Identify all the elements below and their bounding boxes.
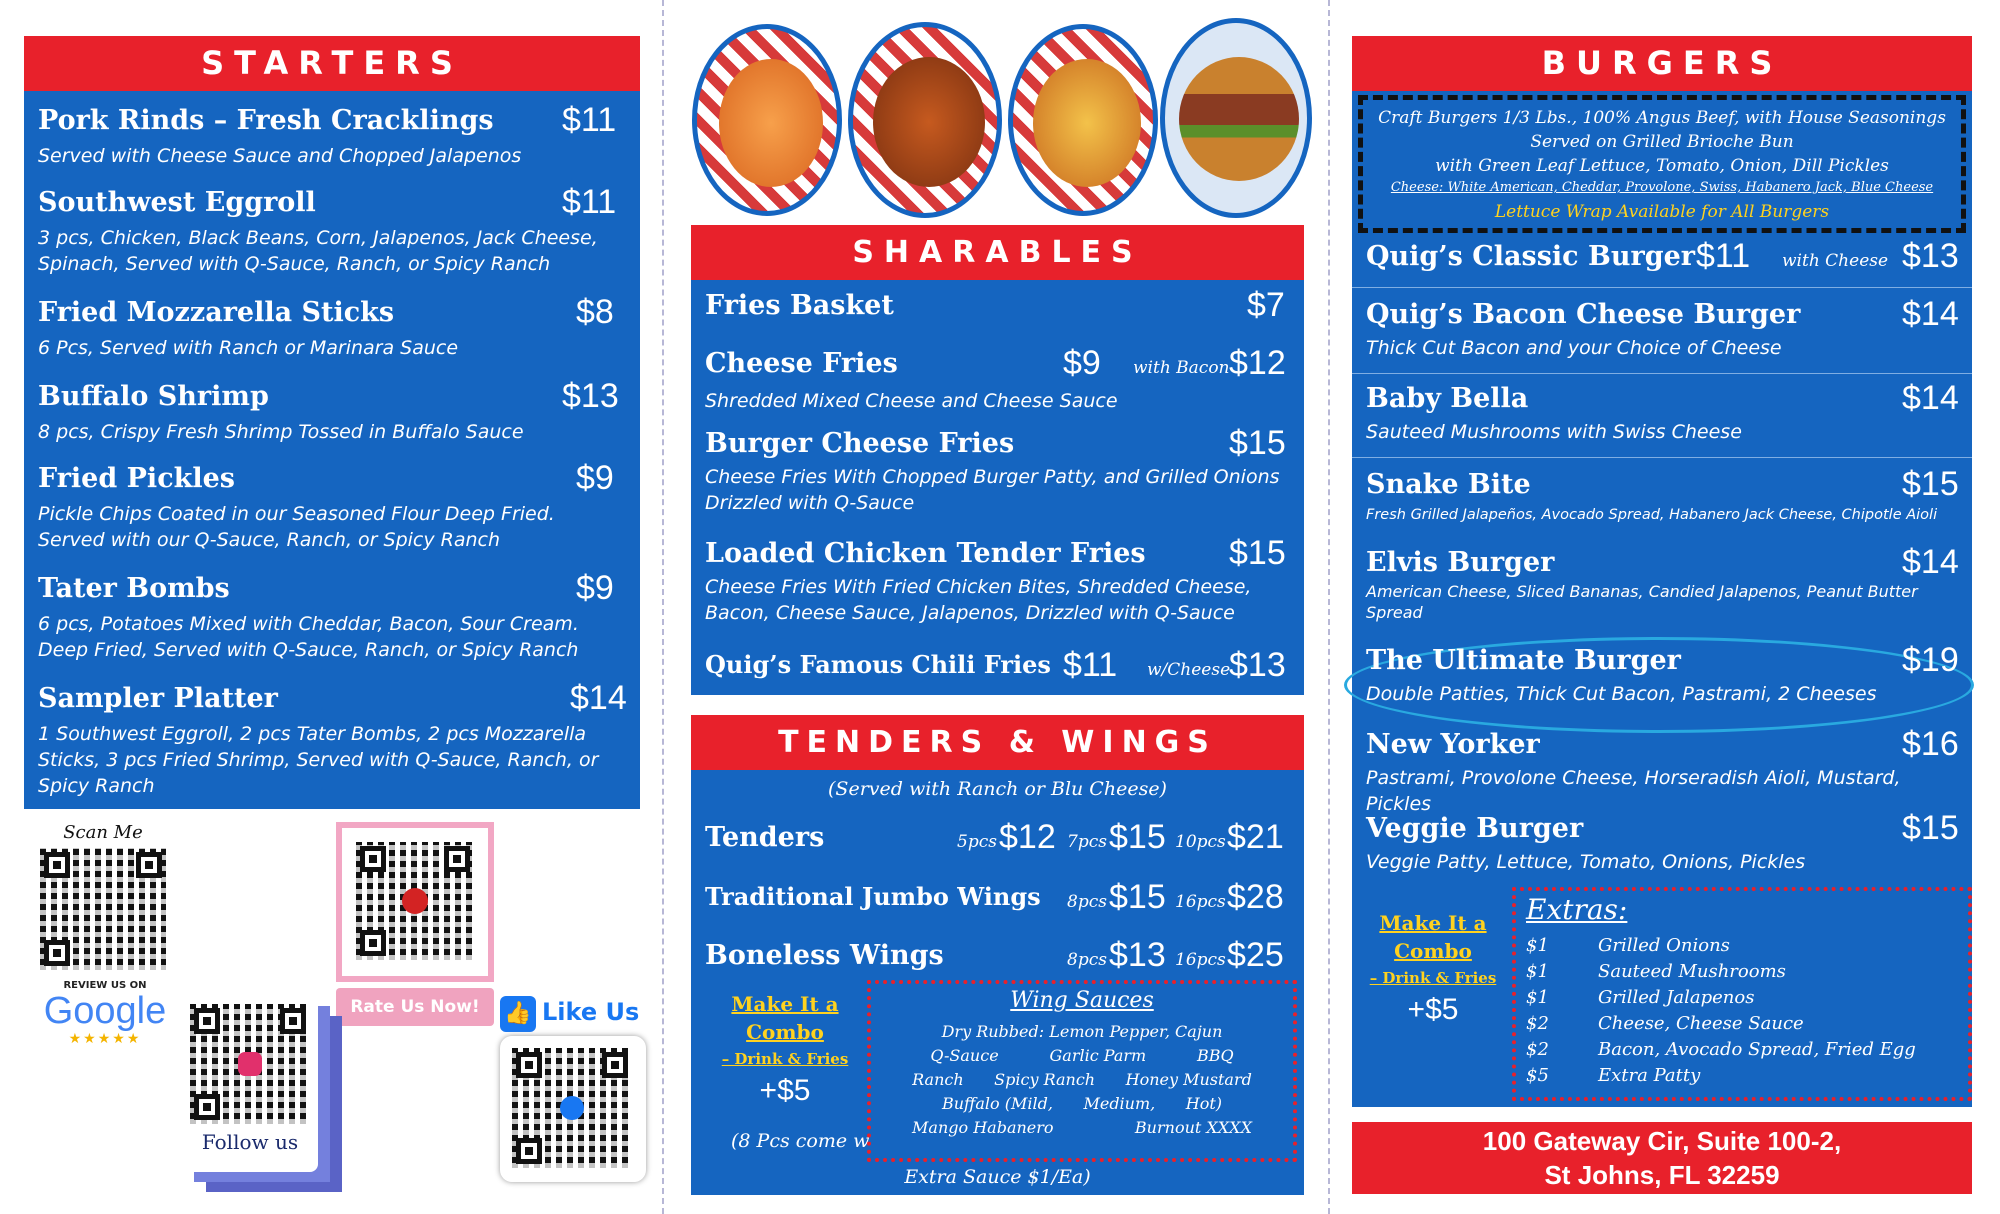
- burger-item: [1366, 295, 1959, 365]
- instagram-qr-block[interactable]: [182, 996, 342, 1192]
- combo-price: +$5: [1407, 993, 1459, 1026]
- item-price: $19: [1902, 641, 1959, 679]
- extra-label: Sauteed Mushrooms: [1598, 961, 1786, 982]
- extra-sauce-note: Extra Sauce $1/Ea): [904, 1166, 1091, 1188]
- item-name: Quig’s Famous Chili Fries: [705, 650, 1051, 679]
- tenders-combo: [705, 992, 865, 1112]
- item-name: Veggie Burger: [1366, 813, 1584, 844]
- scan-me-qr-block[interactable]: [32, 822, 174, 972]
- item-price: $11: [562, 183, 617, 221]
- tenders-row: [705, 818, 1290, 866]
- extra-row: [1526, 961, 1786, 982]
- extra-price: $1: [1526, 987, 1549, 1008]
- row-divider: [1352, 457, 1972, 458]
- item-name: Fried Mozzarella Sticks: [38, 297, 395, 328]
- item-price: $14: [1902, 295, 1959, 333]
- google-logo: Google: [43, 990, 167, 1032]
- alt-price: $13: [1229, 646, 1286, 684]
- item-price: $11: [1696, 237, 1751, 275]
- option-label: 7pcs: [1067, 832, 1107, 852]
- option-price: $13: [1109, 936, 1166, 974]
- sharable-item: [705, 424, 1290, 520]
- item-price: $8: [576, 293, 614, 331]
- combo-line: Combo: [1394, 939, 1472, 963]
- yelp-qr-block[interactable]: [336, 822, 494, 982]
- option-price: $25: [1227, 936, 1284, 974]
- item-name: Loaded Chicken Tender Fries: [705, 538, 1146, 569]
- item-name: Cheese Fries: [705, 348, 898, 379]
- item-name: New Yorker: [1366, 729, 1540, 760]
- food-photo-burger: [1160, 18, 1312, 218]
- combo-line: Make It a: [1379, 911, 1487, 935]
- qr-code-icon: [356, 842, 474, 960]
- like-us-label: Like Us: [542, 998, 640, 1026]
- item-price: $9: [576, 569, 614, 607]
- item-description: Thick Cut Bacon and your Choice of Cheese: [1366, 337, 1782, 359]
- item-name: Buffalo Shrimp: [38, 381, 269, 412]
- combo-line: – Drink & Fries: [1369, 969, 1497, 987]
- item-description: Cheese Fries With Chopped Burger Patty, and Grilled Onions Drizzled with Q-Sauce: [705, 466, 1280, 514]
- address-banner: [1352, 1122, 1972, 1194]
- starters-panel: [24, 91, 640, 809]
- extra-row: [1526, 1039, 1916, 1060]
- item-name: Burger Cheese Fries: [705, 428, 1015, 459]
- option-price: $28: [1227, 878, 1284, 916]
- sharables-banner: [691, 225, 1304, 280]
- starter-item: [38, 293, 618, 363]
- item-price: $7: [1247, 286, 1285, 324]
- burgers-title: BURGERS: [1541, 44, 1783, 82]
- item-name: Quig’s Bacon Cheese Burger: [1366, 299, 1801, 330]
- extra-row: [1526, 987, 1754, 1008]
- address-line: 100 Gateway Cir, Suite 100-2,: [1482, 1126, 1842, 1156]
- alt-price: $13: [1902, 237, 1959, 275]
- extra-label: Grilled Onions: [1598, 935, 1730, 956]
- review-us-label: REVIEW US ON: [63, 980, 147, 991]
- burgers-banner: [1352, 36, 1972, 91]
- item-name: Fries Basket: [705, 290, 894, 321]
- burger-intro-box: [1358, 95, 1966, 233]
- item-name: Boneless Wings: [705, 940, 944, 971]
- item-description: American Cheese, Sliced Bananas, Candied Jalapenos, Peanut Butter Spread: [1366, 582, 1918, 622]
- item-description: 6 Pcs, Served with Ranch or Marinara Sauce: [38, 337, 459, 359]
- lettuce-wrap-note: Lettuce Wrap Available for All Burgers: [1494, 202, 1830, 222]
- intro-line: Cheese: White American, Cheddar, Provolone, Swiss, Habanero Jack, Blue Cheese: [1390, 180, 1934, 195]
- option-label: 16pcs: [1175, 950, 1226, 970]
- option-label: 8pcs: [1067, 950, 1107, 970]
- tenders-row: [705, 936, 1290, 984]
- item-description: Double Patties, Thick Cut Bacon, Pastrami, 2 Cheeses: [1366, 683, 1877, 705]
- burger-item: [1366, 465, 1959, 529]
- intro-line: Craft Burgers 1/3 Lbs., 100% Angus Beef, with House Seasonings: [1378, 108, 1946, 128]
- starter-item: [38, 569, 618, 665]
- extra-price: $2: [1526, 1039, 1549, 1060]
- item-price: $14: [1902, 379, 1959, 417]
- rate-us-label: Rate Us Now!: [350, 997, 480, 1017]
- facebook-qr-block[interactable]: [496, 990, 648, 1186]
- extra-label: Extra Patty: [1598, 1065, 1701, 1086]
- option-label: 10pcs: [1175, 832, 1226, 852]
- food-photo-wings: [848, 22, 1002, 218]
- qr-code-icon: [40, 848, 166, 970]
- item-price: $11: [562, 101, 617, 139]
- extra-label: Cheese, Cheese Sauce: [1598, 1013, 1804, 1034]
- item-description: 1 Southwest Eggroll, 2 pcs Tater Bombs, 2 pcs Mozzarella Sticks, 3 pcs Fried Shrimp, Served with Q-Sauce, Ranch, or Spicy Ranch: [38, 723, 599, 797]
- wing-sauces-box: [867, 980, 1297, 1162]
- item-price: $15: [1229, 534, 1286, 572]
- address-line: St Johns, FL 32259: [1544, 1160, 1780, 1190]
- option-label: 8pcs: [1067, 892, 1107, 912]
- burger-item: [1366, 641, 1959, 711]
- tenders-row: [705, 878, 1290, 926]
- extra-row: [1526, 1065, 1700, 1086]
- intro-line: with Green Leaf Lettuce, Tomato, Onion, Dill Pickles: [1435, 156, 1889, 176]
- item-name: Fried Pickles: [38, 463, 235, 494]
- item-price: $15: [1902, 809, 1959, 847]
- rating-stars-icon: ★★★★★: [68, 1031, 142, 1047]
- item-name: Traditional Jumbo Wings: [705, 882, 1041, 911]
- item-name: The Ultimate Burger: [1366, 645, 1681, 676]
- item-price: $9: [1063, 344, 1101, 382]
- item-name: Quig’s Classic Burger: [1366, 241, 1695, 272]
- extras-title: Extras:: [1526, 893, 1628, 926]
- extra-row: [1526, 1013, 1804, 1034]
- item-description: Veggie Patty, Lettuce, Tomato, Onions, Pickles: [1366, 851, 1806, 873]
- item-name: Pork Rinds – Fresh Cracklings: [38, 105, 494, 136]
- item-description: Pickle Chips Coated in our Seasoned Flour Deep Fried. Served with our Q-Sauce, Ranch, or Spicy Ranch: [38, 503, 555, 551]
- item-price: $15: [1229, 424, 1286, 462]
- extras-box: [1512, 887, 1972, 1101]
- item-description: Sauteed Mushrooms with Swiss Cheese: [1366, 421, 1742, 443]
- rate-us-button[interactable]: [336, 988, 494, 1026]
- row-divider: [1352, 373, 1972, 374]
- wing-sauce-line: Mango Habanero Burnout XXXX: [912, 1118, 1252, 1137]
- combo-line: Combo: [746, 1020, 824, 1044]
- item-name: Sampler Platter: [38, 683, 278, 714]
- extra-row: [1526, 935, 1730, 956]
- item-description: Shredded Mixed Cheese and Cheese Sauce: [705, 390, 1118, 412]
- wing-sauces-title: Wing Sauces: [1010, 988, 1154, 1013]
- item-name: Southwest Eggroll: [38, 187, 316, 218]
- item-price: $14: [570, 679, 627, 717]
- item-description: Served with Cheese Sauce and Chopped Jalapenos: [38, 145, 522, 167]
- extra-price: $1: [1526, 935, 1549, 956]
- extra-price: $1: [1526, 961, 1549, 982]
- column-divider-right: [1328, 0, 1330, 1214]
- alt-price-label: with Bacon: [1133, 358, 1230, 378]
- item-price: $13: [562, 377, 619, 415]
- extra-price: $2: [1526, 1013, 1549, 1034]
- burger-item: [1366, 809, 1959, 879]
- item-description: 8 pcs, Crispy Fresh Shrimp Tossed in Buffalo Sauce: [38, 421, 524, 443]
- sharables-panel: [691, 280, 1304, 695]
- burger-combo: [1358, 911, 1508, 1031]
- starter-item: [38, 377, 619, 447]
- food-photo-shrimp: [692, 24, 842, 216]
- starter-item: [38, 459, 618, 555]
- option-price: $15: [1109, 818, 1166, 856]
- item-price: $15: [1902, 465, 1959, 503]
- instagram-card: [182, 996, 318, 1172]
- alt-price-label: w/Cheese: [1147, 660, 1231, 680]
- item-name: Snake Bite: [1366, 469, 1531, 500]
- item-description: 6 pcs, Potatoes Mixed with Cheddar, Bacon, Sour Cream. Deep Fried, Served with Q-Sauce, Ranch, or Spicy Ranch: [38, 613, 579, 661]
- item-price: $14: [1902, 543, 1959, 581]
- sharable-item: [705, 286, 1290, 330]
- option-label: 16pcs: [1175, 892, 1226, 912]
- thumbs-up-icon: 👍: [500, 996, 536, 1032]
- wing-sauce-line: Ranch Spicy Ranch Honey Mustard: [912, 1070, 1252, 1089]
- option-price: $21: [1227, 818, 1284, 856]
- burgers-panel: [1352, 91, 1972, 1107]
- tenders-wings-panel: [691, 770, 1304, 1195]
- item-description: Fresh Grilled Jalapeños, Avocado Spread, Habanero Jack Cheese, Chipotle Aioli: [1366, 507, 1938, 523]
- wing-sauce-line: Dry Rubbed: Lemon Pepper, Cajun: [941, 1022, 1223, 1041]
- option-label: 5pcs: [957, 832, 997, 852]
- sharables-title: SHARABLES: [852, 235, 1143, 270]
- sharable-item: [705, 646, 1290, 690]
- food-photo-loaded-fries: [1008, 24, 1158, 216]
- item-name: Elvis Burger: [1366, 547, 1555, 578]
- extra-price: $5: [1526, 1065, 1549, 1086]
- option-price: $12: [999, 818, 1056, 856]
- burger-item: [1366, 237, 1959, 281]
- starter-item: [38, 101, 618, 171]
- follow-us-label: Follow us: [201, 1130, 299, 1154]
- burger-item: [1366, 543, 1959, 623]
- facebook-icon: [560, 1096, 584, 1120]
- item-name: Tater Bombs: [38, 573, 230, 604]
- scan-me-label: Scan Me: [63, 822, 143, 843]
- wing-sauce-line: Buffalo (Mild, Medium, Hot): [941, 1094, 1223, 1113]
- facebook-card: [500, 1036, 646, 1182]
- google-review-badge[interactable]: [30, 980, 180, 1046]
- instagram-icon: [238, 1052, 262, 1076]
- row-divider: [1352, 287, 1972, 288]
- item-price: $16: [1902, 725, 1959, 763]
- starters-title: STARTERS: [201, 44, 463, 82]
- column-divider-left: [662, 0, 664, 1214]
- item-description: Pastrami, Provolone Cheese, Horseradish Aioli, Mustard, Pickles: [1366, 767, 1901, 815]
- yelp-icon: [402, 888, 428, 914]
- alt-price: $12: [1229, 344, 1286, 382]
- item-price: $9: [576, 459, 614, 497]
- item-name: Tenders: [705, 822, 825, 853]
- item-price: $11: [1063, 646, 1118, 684]
- item-description: Cheese Fries With Fried Chicken Bites, Shredded Cheese, Bacon, Cheese Sauce, Jalapenos, Drizzled with Q-Sauce: [705, 576, 1252, 624]
- qr-code-icon: [190, 1004, 310, 1124]
- combo-price: +$5: [759, 1074, 811, 1107]
- tenders-wings-banner: [691, 715, 1304, 770]
- option-price: $15: [1109, 878, 1166, 916]
- qr-code-icon: [512, 1048, 632, 1168]
- item-description: 3 pcs, Chicken, Black Beans, Corn, Jalapenos, Jack Cheese, Spinach, Served with Q-Sauce, Ranch, or Spicy Ranch: [38, 227, 598, 275]
- wing-sauce-line: Q-Sauce Garlic Parm BBQ: [930, 1046, 1234, 1065]
- sharable-item: [705, 344, 1290, 414]
- extra-label: Bacon, Avocado Spread, Fried Egg: [1598, 1039, 1916, 1060]
- alt-price-label: with Cheese: [1782, 251, 1889, 271]
- starters-banner: [24, 36, 640, 91]
- tenders-subtitle: (Served with Ranch or Blu Cheese): [828, 778, 1167, 800]
- sharable-item: [705, 534, 1290, 630]
- combo-line: – Drink & Fries: [721, 1050, 849, 1068]
- combo-line: Make It a: [731, 992, 839, 1016]
- tenders-note: (8 Pcs come w: [731, 1130, 870, 1152]
- tenders-wings-title: TENDERS & WINGS: [778, 725, 1217, 760]
- burger-item: [1366, 379, 1959, 449]
- starter-item: [38, 183, 618, 279]
- extra-label: Grilled Jalapenos: [1598, 987, 1755, 1008]
- item-name: Baby Bella: [1366, 383, 1529, 414]
- burger-item: [1366, 725, 1959, 815]
- starter-item: [38, 679, 627, 801]
- intro-line: Served on Grilled Brioche Bun: [1530, 132, 1794, 152]
